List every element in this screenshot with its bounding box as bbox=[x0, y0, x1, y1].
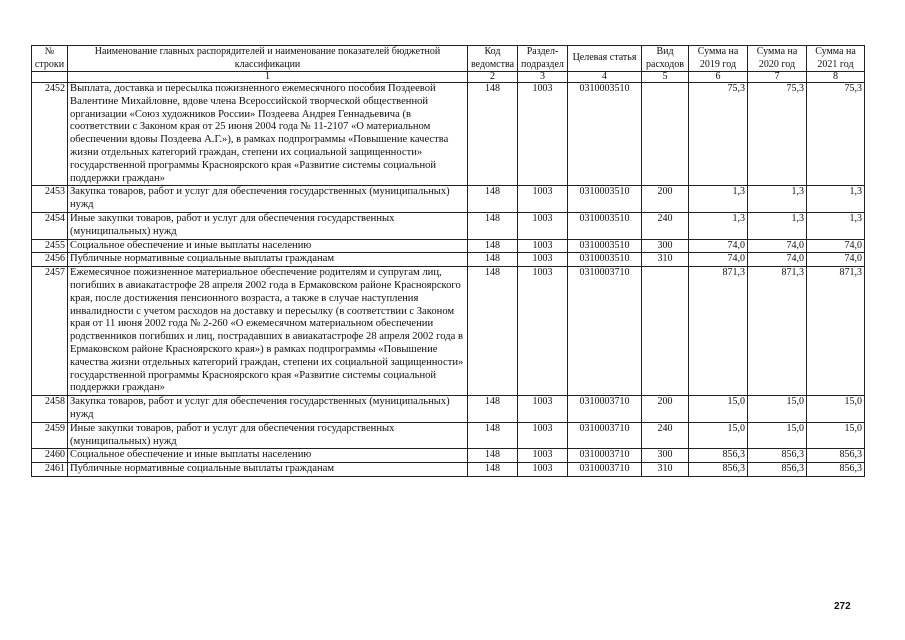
row-name: Публичные нормативные социальные выплаты гражданам bbox=[68, 253, 468, 267]
row-section: 1003 bbox=[518, 212, 568, 239]
header-index: 5 bbox=[642, 72, 689, 83]
row-sum-2019: 15,0 bbox=[689, 396, 748, 423]
header-department-code: Код ведомства bbox=[468, 46, 518, 72]
row-section: 1003 bbox=[518, 83, 568, 186]
row-number: 2456 bbox=[32, 253, 68, 267]
row-number: 2457 bbox=[32, 267, 68, 396]
row-department-code: 148 bbox=[468, 267, 518, 396]
row-sum-2019: 856,3 bbox=[689, 463, 748, 477]
header-index: 6 bbox=[689, 72, 748, 83]
row-department-code: 148 bbox=[468, 449, 518, 463]
header-sum-2020: Сумма на 2020 год bbox=[748, 46, 807, 72]
row-target-article: 0310003710 bbox=[568, 449, 642, 463]
row-name: Ежемесячное пожизненное материальное обеспечение родителям и супругам лиц, погибших в авиакатастрофе 28 апреля 2002 года в Ермаковском районе Красноярского края, после достижения пенсионного возраста, а также в случае наступления инвалидности с учетом расходов на доставку и пересылку (в соответствии с Законом края от 11 июня 2002 года № 2-260 «О ежемесячном материальном обеспечении родственников погибших и лиц, пострадавших в авиакатастрофе 28 апреля 2002 года в Ермаковском районе Красноярского края») в рамках подпрограммы «Повышение качества жизни отдельных категорий граждан, степени их социальной защищенности» государственной программы Красноярского края «Развитие системы социальной поддержки граждан» bbox=[68, 267, 468, 396]
table-row bbox=[32, 422, 865, 449]
row-number: 2453 bbox=[32, 186, 68, 213]
row-target-article: 0310003710 bbox=[568, 422, 642, 449]
row-sum-2020: 75,3 bbox=[748, 83, 807, 186]
row-sum-2021: 1,3 bbox=[807, 186, 865, 213]
row-section: 1003 bbox=[518, 396, 568, 423]
row-expense-type: 200 bbox=[642, 186, 689, 213]
row-expense-type: 310 bbox=[642, 463, 689, 477]
row-number: 2460 bbox=[32, 449, 68, 463]
table-row bbox=[32, 239, 865, 253]
row-sum-2019: 75,3 bbox=[689, 83, 748, 186]
row-expense-type: 300 bbox=[642, 239, 689, 253]
row-section: 1003 bbox=[518, 449, 568, 463]
row-name: Социальное обеспечение и иные выплаты населению bbox=[68, 239, 468, 253]
row-sum-2021: 856,3 bbox=[807, 449, 865, 463]
row-department-code: 148 bbox=[468, 463, 518, 477]
row-sum-2019: 15,0 bbox=[689, 422, 748, 449]
table-row bbox=[32, 186, 865, 213]
row-sum-2021: 1,3 bbox=[807, 212, 865, 239]
page-number: 272 bbox=[834, 601, 851, 612]
row-name: Выплата, доставка и пересылка пожизненного ежемесячного пособия Поздеевой Валентине Михайловне, вдове члена Всероссийской творческой общественной организации «Союз художников России» Поздеева Андрея Геннадьевича (в соответствии с Законом края от 25 июня 2004 года № 11-2107 «О материальном обеспечении вдовы Поздеева А.Г.»), в рамках подпрограммы «Повышение качества жизни отдельных категорий граждан, степени их социальной защищенности» государственной программы Красноярского края «Развитие системы социальной поддержки граждан» bbox=[68, 83, 468, 186]
row-expense-type: 200 bbox=[642, 396, 689, 423]
row-number: 2459 bbox=[32, 422, 68, 449]
row-section: 1003 bbox=[518, 267, 568, 396]
row-sum-2020: 856,3 bbox=[748, 449, 807, 463]
header-index: 3 bbox=[518, 72, 568, 83]
row-expense-type: 300 bbox=[642, 449, 689, 463]
row-section: 1003 bbox=[518, 422, 568, 449]
table-row bbox=[32, 449, 865, 463]
row-sum-2020: 74,0 bbox=[748, 253, 807, 267]
table-row bbox=[32, 463, 865, 477]
row-number: 2455 bbox=[32, 239, 68, 253]
header-index: 4 bbox=[568, 72, 642, 83]
row-target-article: 0310003710 bbox=[568, 463, 642, 477]
header-sum-2019: Сумма на 2019 год bbox=[689, 46, 748, 72]
header-name: Наименование главных распорядителей и наименование показателей бюджетной классификации bbox=[68, 46, 468, 72]
row-section: 1003 bbox=[518, 463, 568, 477]
row-sum-2021: 15,0 bbox=[807, 422, 865, 449]
row-sum-2021: 74,0 bbox=[807, 239, 865, 253]
budget-table bbox=[31, 45, 865, 477]
table-row bbox=[32, 83, 865, 186]
row-sum-2020: 871,3 bbox=[748, 267, 807, 396]
table-row bbox=[32, 267, 865, 396]
row-name: Закупка товаров, работ и услуг для обеспечения государственных (муниципальных) нужд bbox=[68, 396, 468, 423]
table-row bbox=[32, 253, 865, 267]
row-department-code: 148 bbox=[468, 83, 518, 186]
header-expense-type: Вид расходов bbox=[642, 46, 689, 72]
row-sum-2020: 74,0 bbox=[748, 239, 807, 253]
row-expense-type bbox=[642, 267, 689, 396]
row-expense-type: 240 bbox=[642, 422, 689, 449]
header-index: 8 bbox=[807, 72, 865, 83]
row-section: 1003 bbox=[518, 186, 568, 213]
row-sum-2020: 15,0 bbox=[748, 396, 807, 423]
table-body bbox=[32, 83, 865, 477]
row-department-code: 148 bbox=[468, 239, 518, 253]
row-number: 2452 bbox=[32, 83, 68, 186]
row-target-article: 0310003510 bbox=[568, 186, 642, 213]
row-sum-2019: 871,3 bbox=[689, 267, 748, 396]
header-target-article: Целевая статья bbox=[568, 46, 642, 72]
row-section: 1003 bbox=[518, 239, 568, 253]
row-department-code: 148 bbox=[468, 396, 518, 423]
table-row bbox=[32, 396, 865, 423]
row-name: Социальное обеспечение и иные выплаты населению bbox=[68, 449, 468, 463]
row-sum-2019: 1,3 bbox=[689, 212, 748, 239]
row-department-code: 148 bbox=[468, 212, 518, 239]
row-number: 2458 bbox=[32, 396, 68, 423]
row-department-code: 148 bbox=[468, 253, 518, 267]
row-name: Закупка товаров, работ и услуг для обеспечения государственных (муниципальных) нужд bbox=[68, 186, 468, 213]
table-row bbox=[32, 212, 865, 239]
row-sum-2019: 74,0 bbox=[689, 253, 748, 267]
row-sum-2019: 856,3 bbox=[689, 449, 748, 463]
row-department-code: 148 bbox=[468, 186, 518, 213]
header-index: 2 bbox=[468, 72, 518, 83]
header-index: 7 bbox=[748, 72, 807, 83]
header-row-number: № строки bbox=[32, 46, 68, 72]
header-sum-2021: Сумма на 2021 год bbox=[807, 46, 865, 72]
row-name: Публичные нормативные социальные выплаты гражданам bbox=[68, 463, 468, 477]
row-sum-2021: 75,3 bbox=[807, 83, 865, 186]
row-sum-2020: 1,3 bbox=[748, 212, 807, 239]
row-name: Иные закупки товаров, работ и услуг для обеспечения государственных (муниципальных) нужд bbox=[68, 212, 468, 239]
row-department-code: 148 bbox=[468, 422, 518, 449]
row-target-article: 0310003510 bbox=[568, 253, 642, 267]
row-target-article: 0310003510 bbox=[568, 212, 642, 239]
row-sum-2020: 15,0 bbox=[748, 422, 807, 449]
row-expense-type: 310 bbox=[642, 253, 689, 267]
row-target-article: 0310003710 bbox=[568, 267, 642, 396]
row-sum-2021: 856,3 bbox=[807, 463, 865, 477]
row-target-article: 0310003510 bbox=[568, 239, 642, 253]
header-index: 1 bbox=[68, 72, 468, 83]
row-sum-2019: 74,0 bbox=[689, 239, 748, 253]
row-expense-type: 240 bbox=[642, 212, 689, 239]
header-section: Раздел-подраздел bbox=[518, 46, 568, 72]
row-target-article: 0310003710 bbox=[568, 396, 642, 423]
row-sum-2021: 15,0 bbox=[807, 396, 865, 423]
row-sum-2021: 74,0 bbox=[807, 253, 865, 267]
row-sum-2020: 1,3 bbox=[748, 186, 807, 213]
row-sum-2020: 856,3 bbox=[748, 463, 807, 477]
row-name: Иные закупки товаров, работ и услуг для обеспечения государственных (муниципальных) нужд bbox=[68, 422, 468, 449]
row-sum-2019: 1,3 bbox=[689, 186, 748, 213]
row-expense-type bbox=[642, 83, 689, 186]
row-target-article: 0310003510 bbox=[568, 83, 642, 186]
row-number: 2454 bbox=[32, 212, 68, 239]
row-sum-2021: 871,3 bbox=[807, 267, 865, 396]
row-section: 1003 bbox=[518, 253, 568, 267]
row-number: 2461 bbox=[32, 463, 68, 477]
header-index bbox=[32, 72, 68, 83]
